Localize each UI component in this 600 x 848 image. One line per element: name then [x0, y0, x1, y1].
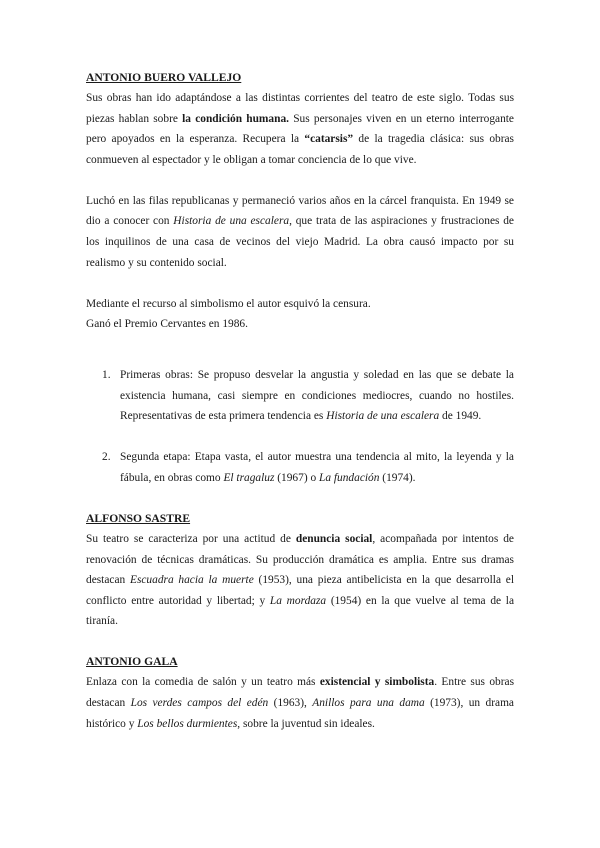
list-number: 1.: [102, 368, 111, 381]
text-run: Sus personajes viven en un eterno interrogante pero apoyados en la esperanza. Recupera la: [86, 112, 514, 146]
text-line: Mediante el recurso al simbolismo el autor esquivó la censura.: [86, 297, 371, 310]
list-item: [102, 447, 514, 488]
text-run: (1954) en la que vuelve al tema de la tiranía.: [86, 594, 515, 628]
text-run: de la tragedia clásica: sus obras conmueven al espectador y le obligan a tomar conciencia de lo que vive.: [86, 133, 514, 166]
text-run: Su teatro se caracteriza por una actitud de: [86, 532, 296, 545]
text-run: (1974).: [379, 471, 416, 484]
text-run: (1963),: [268, 696, 313, 709]
text-run: de 1949.: [439, 410, 482, 423]
italic-title: El tragaluz: [223, 471, 275, 484]
list-item: [102, 365, 514, 427]
text-run: (1973), un drama histórico y: [86, 696, 514, 730]
list-number: 2.: [102, 451, 111, 464]
italic-title: La fundación: [319, 471, 380, 484]
bold-text: la condición humana.: [182, 112, 289, 125]
section-buero-vallejo: [86, 68, 514, 488]
section-heading: ALFONSO SASTRE: [86, 511, 191, 525]
text-run: , que trata de las aspiraciones y frustraciones de los inquilinos de una casa de vecinos del viejo Madrid. La obra causó impacto por su realismo y su contenido social.: [86, 215, 514, 269]
text-run: (1953), una pieza antibelicista en la que desarrolla el conflicto entre autoridad y libertad; y: [86, 574, 514, 607]
text-run: , acompañada por intentos de renovación de técnicas dramáticas. Su producción dramática es amplia. Entre sus dramas destacan: [86, 532, 514, 587]
paragraph: [86, 191, 514, 273]
text-run: Sus obras han ido adaptándose a las distintas corrientes del teatro de este siglo. Todas sus piezas hablan sobre: [86, 92, 514, 125]
italic-title: La mordaza: [269, 594, 327, 607]
text-line: Ganó el Premio Cervantes en 1986.: [86, 318, 248, 331]
paragraph: [86, 88, 514, 170]
italic-title: Los verdes campos del edén: [130, 696, 269, 709]
text-run: (1967) o: [274, 471, 319, 484]
italic-title: Anillos para una dama: [312, 696, 425, 709]
section-antonio-gala: [86, 652, 514, 734]
italic-title: Escuadra hacia la muerte: [129, 574, 254, 587]
text-run: Enlaza con la comedia de salón y un teatro más: [86, 676, 320, 689]
list-item-text: [120, 369, 514, 422]
list-item-text: [120, 451, 514, 484]
bold-text: denuncia social: [295, 532, 373, 545]
section-heading: ANTONIO BUERO VALLEJO: [86, 71, 242, 84]
italic-title: Los bellos durmientes: [137, 717, 238, 730]
section-alfonso-sastre: [86, 509, 514, 632]
stages-list: [86, 365, 514, 488]
bold-text: “catarsis”: [304, 133, 354, 146]
paragraph: [86, 672, 514, 734]
text-run: Primeras obras: Se propuso desvelar la angustia y soledad en las que se debate la existencia humana, casi siempre en condiciones mediocres, cuando no hostiles. Representativas de esta primera tendencia es: [120, 368, 514, 423]
text-run: . Entre sus obras destacan: [86, 676, 514, 709]
section-heading: ANTONIO GALA: [86, 655, 178, 669]
text-run: , sobre la juventud sin ideales.: [237, 717, 375, 730]
italic-title: Historia de una escalera: [326, 410, 440, 423]
text-run: Luchó en las filas republicanas y permaneció varios años en la cárcel franquista. En 1949 se dio a conocer con: [86, 194, 514, 228]
italic-title: Historia de una escalera: [173, 215, 290, 228]
text-run: Segunda etapa: Etapa vasta, el autor muestra una tendencia al mito, la leyenda y la fábula, en obras como: [120, 451, 514, 484]
paragraph: [86, 529, 514, 632]
bold-text: existencial y simbolista: [319, 676, 435, 689]
